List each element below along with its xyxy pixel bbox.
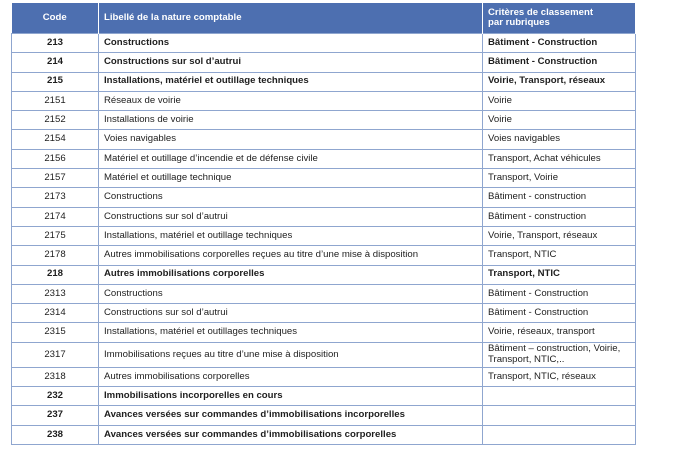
header-code: Code bbox=[12, 3, 99, 34]
cell-libelle: Constructions sur sol d’autrui bbox=[99, 53, 483, 72]
table-row bbox=[12, 304, 636, 323]
cell-libelle: Autres immobilisations corporelles bbox=[99, 265, 483, 284]
cell-code: 2315 bbox=[12, 323, 99, 342]
cell-criteres bbox=[483, 406, 636, 425]
table-row bbox=[12, 406, 636, 425]
cell-libelle: Installations, matériel et outillages techniques bbox=[99, 323, 483, 342]
cell-libelle: Installations, matériel et outillage techniques bbox=[99, 72, 483, 91]
cell-libelle: Constructions bbox=[99, 284, 483, 303]
header-row bbox=[12, 3, 636, 34]
table-row bbox=[12, 34, 636, 53]
table-row bbox=[12, 387, 636, 406]
cell-criteres: Bâtiment - construction bbox=[483, 188, 636, 207]
cell-criteres: Voies navigables bbox=[483, 130, 636, 149]
cell-code: 2154 bbox=[12, 130, 99, 149]
table-row bbox=[12, 342, 636, 367]
cell-libelle: Avances versées sur commandes d’immobilisations incorporelles bbox=[99, 406, 483, 425]
cell-libelle: Matériel et outillage d’incendie et de défense civile bbox=[99, 149, 483, 168]
table-row bbox=[12, 265, 636, 284]
cell-criteres: Bâtiment - Construction bbox=[483, 34, 636, 53]
cell-libelle: Constructions bbox=[99, 34, 483, 53]
table-row bbox=[12, 72, 636, 91]
table-row bbox=[12, 149, 636, 168]
cell-criteres bbox=[483, 387, 636, 406]
cell-code: 2173 bbox=[12, 188, 99, 207]
table-row bbox=[12, 226, 636, 245]
cell-code: 2156 bbox=[12, 149, 99, 168]
cell-libelle: Immobilisations reçues au titre d’une mise à disposition bbox=[99, 342, 483, 367]
table-row bbox=[12, 323, 636, 342]
table-row bbox=[12, 207, 636, 226]
cell-criteres: Voirie, Transport, réseaux bbox=[483, 72, 636, 91]
cell-criteres: Bâtiment - Construction bbox=[483, 304, 636, 323]
cell-code: 213 bbox=[12, 34, 99, 53]
cell-code: 2151 bbox=[12, 91, 99, 110]
cell-libelle: Autres immobilisations corporelles bbox=[99, 367, 483, 386]
cell-libelle: Autres immobilisations corporelles reçues au titre d’une mise à disposition bbox=[99, 246, 483, 265]
cell-code: 2175 bbox=[12, 226, 99, 245]
classification-table-container bbox=[11, 3, 635, 445]
cell-libelle: Voies navigables bbox=[99, 130, 483, 149]
cell-criteres: Voirie bbox=[483, 111, 636, 130]
table-row bbox=[12, 91, 636, 110]
cell-criteres: Transport, NTIC, réseaux bbox=[483, 367, 636, 386]
cell-libelle: Constructions bbox=[99, 188, 483, 207]
cell-libelle: Avances versées sur commandes d’immobilisations corporelles bbox=[99, 425, 483, 444]
cell-libelle: Installations de voirie bbox=[99, 111, 483, 130]
cell-code: 2178 bbox=[12, 246, 99, 265]
cell-libelle: Constructions sur sol d’autrui bbox=[99, 304, 483, 323]
cell-libelle: Réseaux de voirie bbox=[99, 91, 483, 110]
cell-libelle: Constructions sur sol d’autrui bbox=[99, 207, 483, 226]
cell-code: 215 bbox=[12, 72, 99, 91]
cell-code: 237 bbox=[12, 406, 99, 425]
cell-criteres: Voirie, Transport, réseaux bbox=[483, 226, 636, 245]
cell-code: 214 bbox=[12, 53, 99, 72]
cell-code: 238 bbox=[12, 425, 99, 444]
cell-code: 2313 bbox=[12, 284, 99, 303]
table-header bbox=[12, 3, 636, 34]
cell-criteres: Bâtiment - construction bbox=[483, 207, 636, 226]
table-row bbox=[12, 284, 636, 303]
cell-criteres: Bâtiment – construction, Voirie, Transport, NTIC,.. bbox=[483, 342, 636, 367]
cell-code: 2152 bbox=[12, 111, 99, 130]
cell-code: 218 bbox=[12, 265, 99, 284]
cell-criteres: Voirie, réseaux, transport bbox=[483, 323, 636, 342]
table-row bbox=[12, 188, 636, 207]
cell-code: 2317 bbox=[12, 342, 99, 367]
classification-table bbox=[11, 3, 636, 445]
table-row bbox=[12, 425, 636, 444]
header-criteres bbox=[483, 3, 636, 34]
header-criteres-line2: par rubriques bbox=[488, 17, 550, 28]
table-row bbox=[12, 169, 636, 188]
cell-code: 2314 bbox=[12, 304, 99, 323]
cell-criteres: Transport, Voirie bbox=[483, 169, 636, 188]
cell-libelle: Matériel et outillage technique bbox=[99, 169, 483, 188]
header-criteres-line1: Critères de classement bbox=[488, 7, 594, 18]
cell-criteres: Bâtiment - Construction bbox=[483, 284, 636, 303]
cell-criteres: Transport, Achat véhicules bbox=[483, 149, 636, 168]
table-body bbox=[12, 34, 636, 445]
table-row bbox=[12, 53, 636, 72]
cell-libelle: Immobilisations incorporelles en cours bbox=[99, 387, 483, 406]
cell-criteres bbox=[483, 425, 636, 444]
cell-criteres: Bâtiment - Construction bbox=[483, 53, 636, 72]
header-libelle: Libellé de la nature comptable bbox=[99, 3, 483, 34]
table-row bbox=[12, 130, 636, 149]
cell-criteres: Voirie bbox=[483, 91, 636, 110]
cell-code: 2157 bbox=[12, 169, 99, 188]
table-row bbox=[12, 111, 636, 130]
table-row bbox=[12, 246, 636, 265]
cell-code: 2318 bbox=[12, 367, 99, 386]
cell-code: 2174 bbox=[12, 207, 99, 226]
cell-criteres: Transport, NTIC bbox=[483, 246, 636, 265]
cell-code: 232 bbox=[12, 387, 99, 406]
table-row bbox=[12, 367, 636, 386]
cell-criteres: Transport, NTIC bbox=[483, 265, 636, 284]
cell-libelle: Installations, matériel et outillage techniques bbox=[99, 226, 483, 245]
